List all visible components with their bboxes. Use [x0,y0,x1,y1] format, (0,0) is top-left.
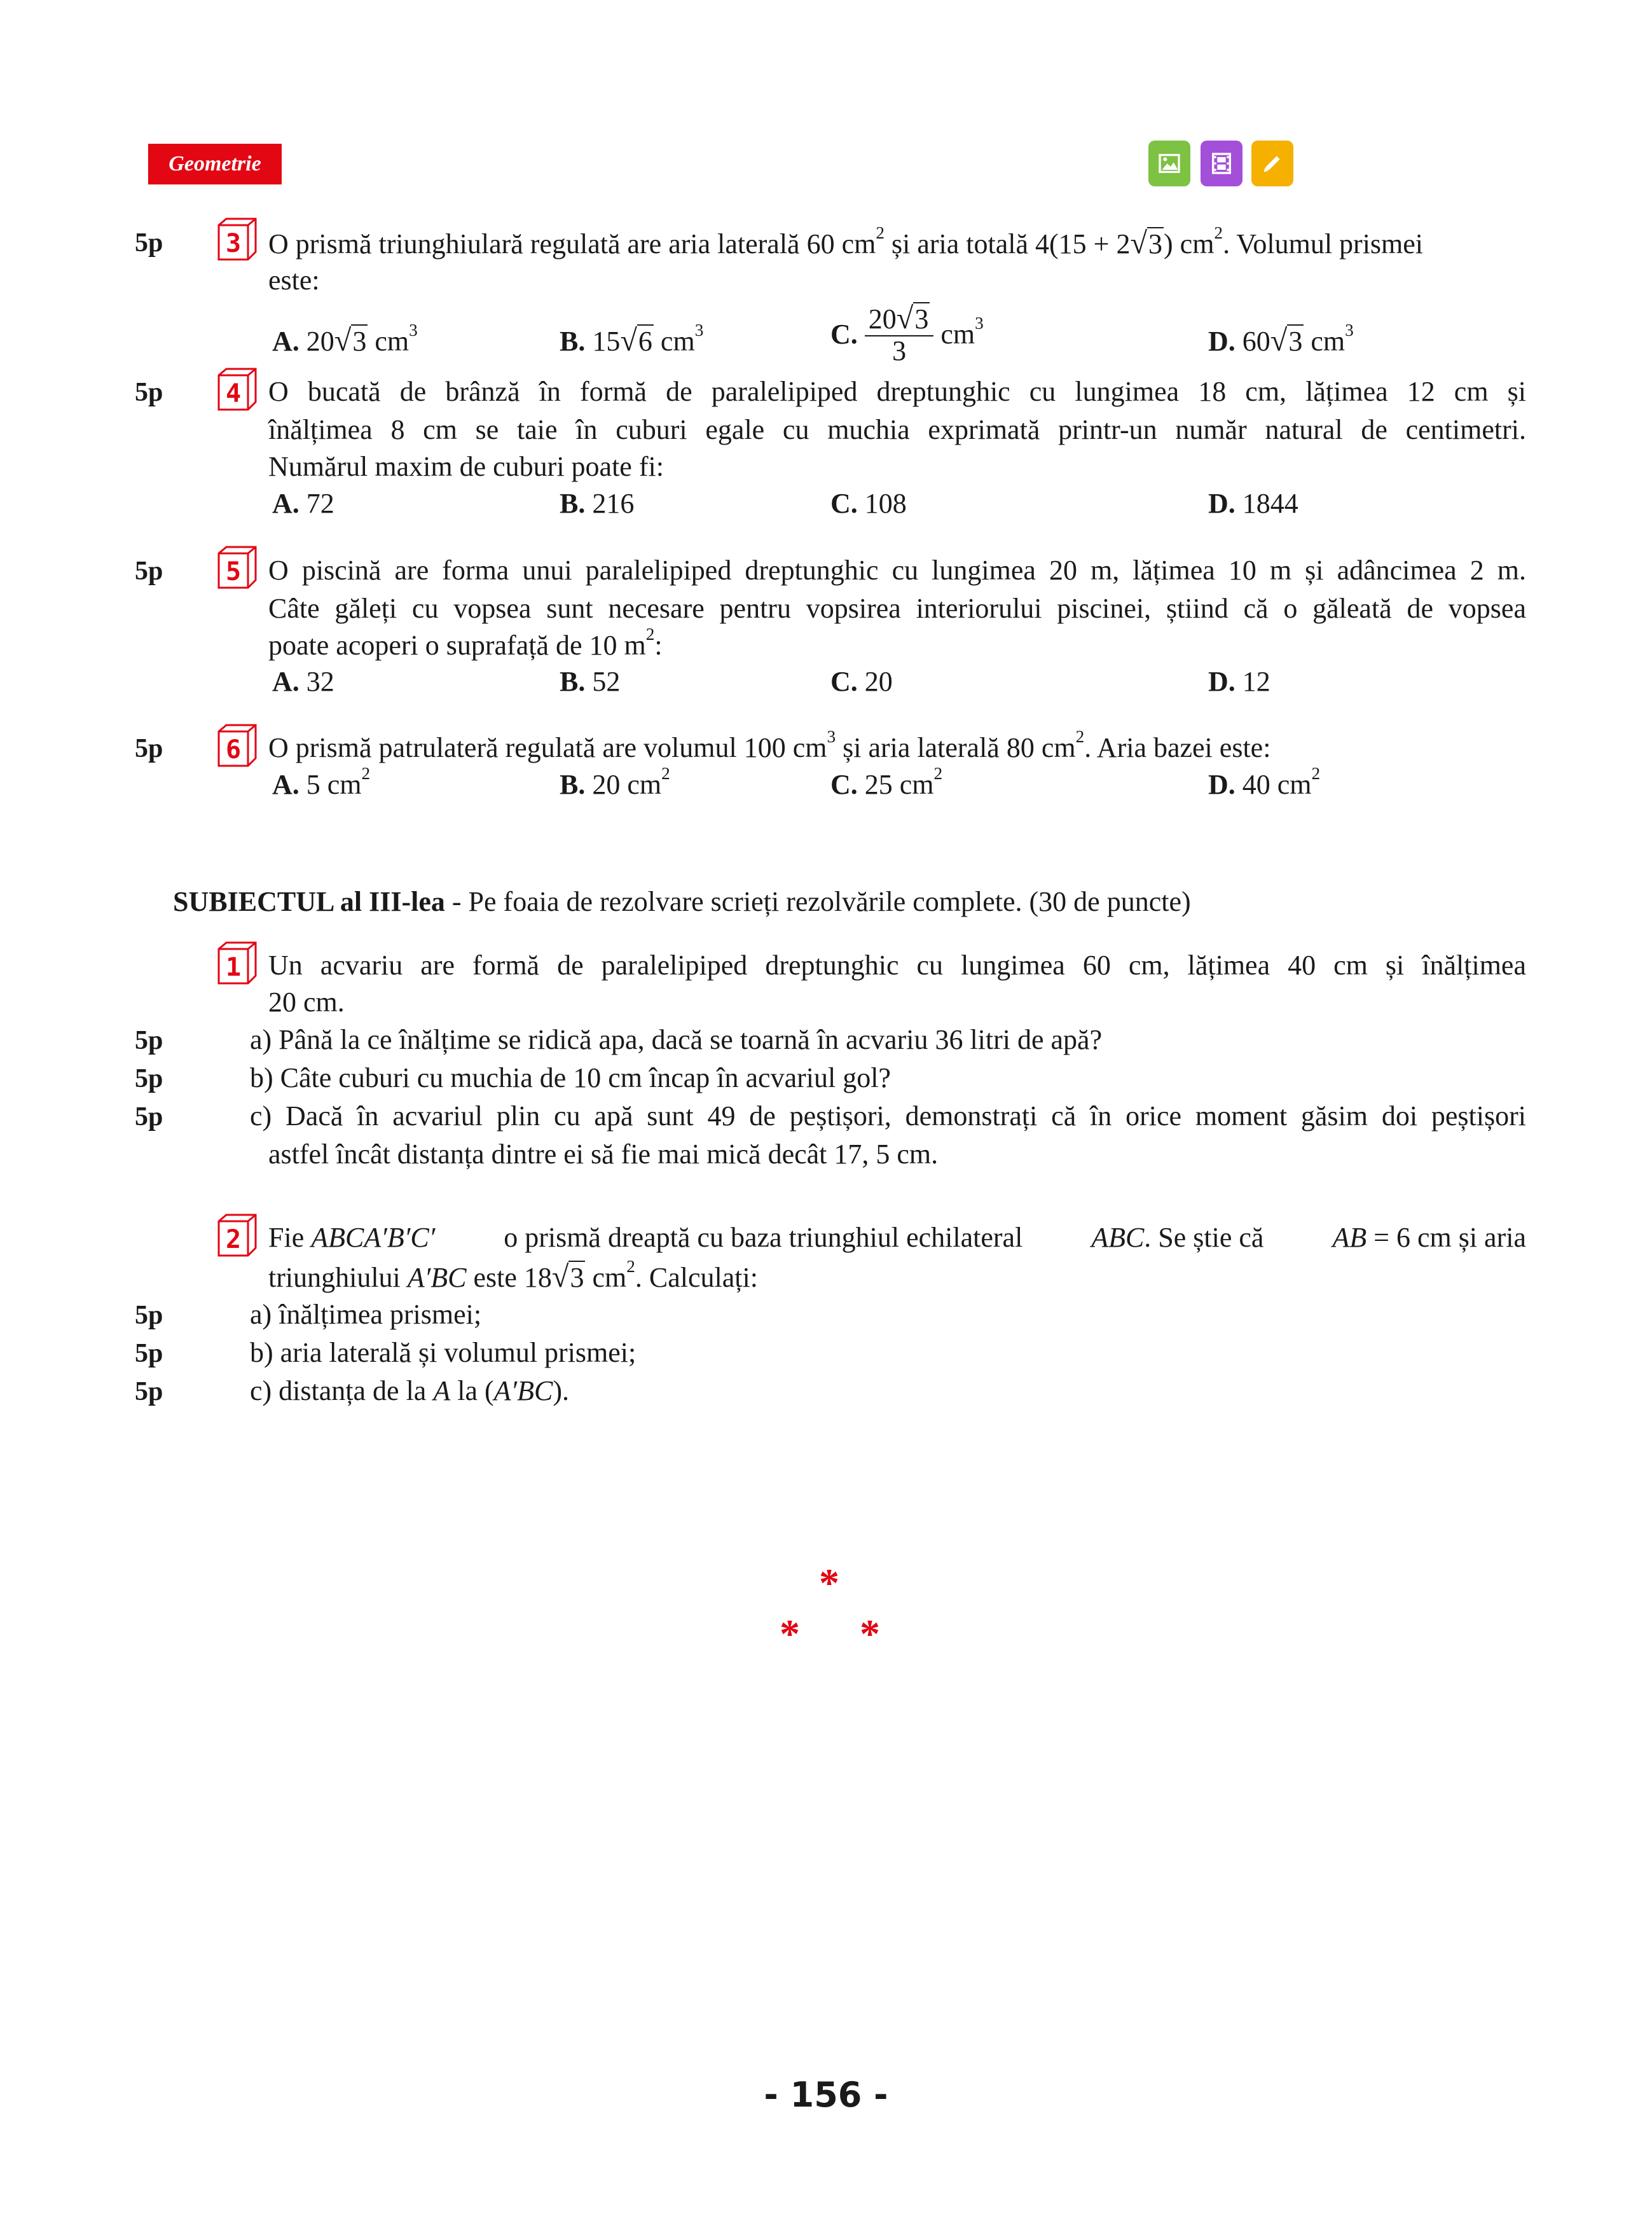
points-label: 5p [135,1026,163,1055]
points-label: 5p [135,228,163,258]
chapter-tag: Geometrie [148,144,282,184]
q6-option-d[interactable]: D. 40 $cm^2$ [1208,763,1321,800]
q4-line2: înălțimea 8 cm se taie în cuburi egale cu muchia exprimată printr-un număr natural de centimetri. [268,414,1526,445]
q4-option-b[interactable]: B. 216 [560,488,635,519]
points-label: 5p [135,734,163,763]
cube-number: 3 [225,229,242,258]
p1-part-c-line1: c) Dacă în acvariul plin cu apă sunt 49 de peștișori, demonstrați că în orice moment găsim doi peștișori [250,1100,1526,1132]
cube-number-3-icon [214,216,261,263]
q3-option-b[interactable]: B. 15√6 $cm^3$ [560,320,704,357]
cube-number-4-icon [214,366,261,413]
cube-number: 6 [225,735,242,765]
q4-option-d[interactable]: D. 1844 [1208,488,1298,519]
q3-line1: O prismă triunghiulară regulată are aria laterală 60 $cm^2$ și aria totală 4(15 + 2√3) $cm^2$. Volumul prismei [268,223,1424,260]
q5-option-c[interactable]: C. 20 [830,666,893,697]
cube-number-5-icon [214,544,261,592]
q4-option-c[interactable]: C. 108 [830,488,907,519]
sqrt: √3 [1130,226,1163,260]
q4-option-a[interactable]: A. 72 [272,488,334,519]
cube-number: 5 [225,557,242,586]
q3-line2: este: [268,265,320,296]
p1-line2: 20 cm. [268,987,345,1018]
p1-part-a: a) Până la ce înălțime se ridică apa, dacă se toarnă în acvariu 36 litri de apă? [250,1024,1103,1055]
star-decoration: * [819,1560,839,1605]
p1-part-b: b) Câte cuburi cu muchia de 10 cm încap în acvariul gol? [250,1062,891,1093]
fraction: $\frac{20√3}{3}$ [865,303,934,366]
points-label: 5p [135,1339,163,1368]
page-number: - 156 - [764,2075,888,2115]
q5-option-b[interactable]: B. 52 [560,666,621,697]
section-title: SUBIECTUL al III-lea - Pe foaia de rezolvare scrieți rezolvările complete. (30 de puncte) [173,886,1191,917]
points-label: 5p [135,1102,163,1132]
points-label: 5p [135,1301,163,1330]
p2-part-c: c) distanța de la A la (A′BC). [250,1375,570,1406]
star-decoration: * [780,1611,800,1656]
q3-option-a[interactable]: A. 20√3 $cm^3$ [272,320,418,357]
p2-part-a: a) înălțimea prismei; [250,1299,482,1330]
q5-option-d[interactable]: D. 12 [1208,666,1270,697]
pencil-icon[interactable] [1251,141,1293,186]
q5-line3: poate acoperi o suprafață de 10 $m^2$: [268,624,663,661]
q4-line1: O bucată de brânză în formă de paralelipiped dreptunghic cu lungimea 18 cm, lățimea 12 cm și [268,376,1526,407]
film-icon[interactable] [1201,141,1242,186]
p2-line1: Fie ABCA′B′C′ o prismă dreaptă cu baza triunghiul echilateral ABC. Se știe că AB = 6 cm și aria [268,1222,1526,1253]
q3-option-d[interactable]: D. 60√3 $cm^3$ [1208,320,1354,357]
q6-option-c[interactable]: C. 25 $cm^2$ [830,763,943,800]
p2-part-b: b) aria laterală și volumul prismei; [250,1337,637,1368]
image-icon[interactable] [1148,141,1190,186]
q5-option-a[interactable]: A. 32 [272,666,334,697]
q6-option-b[interactable]: B. 20 $cm^2$ [560,763,670,800]
q6-line1: O prismă patrulateră regulată are volumul 100 $cm^3$ și aria laterală 80 $cm^2$. Aria bazei este: [268,726,1271,763]
p2-line2: triunghiului A′BC este 18√3 $cm^2$. Calculați: [268,1256,758,1294]
points-label: 5p [135,1377,163,1406]
q6-option-a[interactable]: A. 5 $cm^2$ [272,763,371,800]
points-label: 5p [135,1064,163,1093]
cube-number: 1 [225,953,242,982]
p1-part-c-line2: astfel încât distanța dintre ei să fie mai mică decât 17, 5 cm. [268,1139,939,1170]
q4-line3: Numărul maxim de cuburi poate fi: [268,451,664,482]
cube-number: 4 [225,379,242,408]
p1-line1: Un acvariu are formă de paralelipiped dreptunghic cu lungimea 60 cm, lățimea 40 cm și înălțimea [268,950,1526,981]
points-label: 5p [135,557,163,586]
cube-number-6-icon [214,723,261,770]
q3-option-c[interactable]: C. $\frac{20√3}{3}$ $cm^3$ [830,301,984,366]
star-decoration: * [860,1611,880,1656]
cube-number: 2 [225,1225,242,1254]
points-label: 5p [135,378,163,407]
q5-line2: Câte găleți cu vopsea sunt necesare pentru vopsirea interiorului piscinei, știind că o găleată de vopsea [268,593,1526,624]
cube-number-1-icon [214,940,261,987]
q5-line1: O piscină are forma unui paralelipiped dreptunghic cu lungimea 20 m, lățimea 10 m și adâncimea 2 m. [268,555,1526,586]
cube-number-2-icon [214,1212,261,1259]
